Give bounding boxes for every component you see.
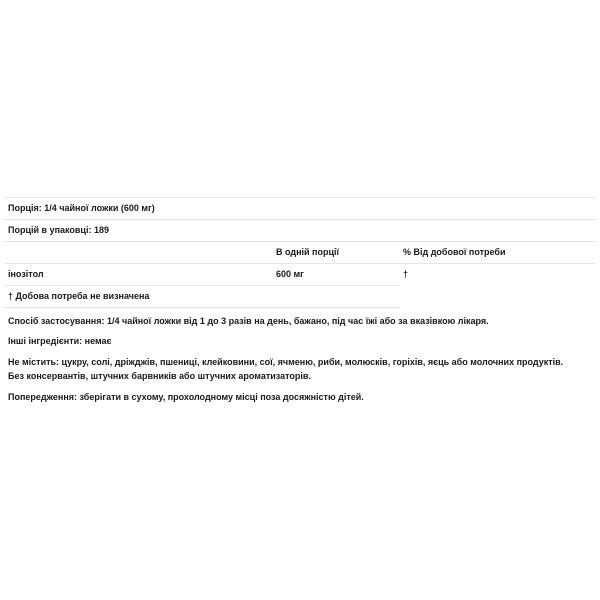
header-daily-value: % Від добової потреби (403, 247, 506, 257)
servings-per-container-row (5, 219, 595, 241)
ingredient-amount: 600 мг (276, 269, 304, 279)
ingredient-name: інозітол (8, 269, 44, 279)
warning-text: Попередження: зберігати в сухому, прохолодному місці поза досяжністю дітей. (8, 392, 364, 402)
table-row (5, 263, 595, 285)
footnote: † Добова потреба не визначена (8, 291, 150, 301)
serving-size: Порція: 1/4 чайної ложки (600 мг) (8, 203, 155, 213)
ingredient-dv: † (403, 269, 409, 279)
header-amount: В одній порції (276, 247, 340, 257)
footnote-row (5, 285, 400, 308)
serving-size-row (5, 197, 595, 219)
servings-per-container: Порцій в упаковці: 189 (8, 225, 109, 235)
usage-text: Спосіб застосування: 1/4 чайної ложки від 1 до 3 разів на день, бажано, під час їжі або за вказівкою лікаря. (8, 316, 489, 326)
free-of-text: Не містить: цукру, солі, дріжджів, пшениці, клейковини, сої, ячменю, риби, молюсків, горіхів, яєць або молочних продуктів. (8, 357, 564, 367)
no-additives-text: Без консервантів, штучних барвників або штучних ароматизаторів. (8, 371, 311, 381)
supplement-facts-table (5, 197, 595, 308)
table-header-row (5, 241, 595, 263)
other-ingredients-text: Інші інгредієнти: немає (8, 336, 112, 346)
